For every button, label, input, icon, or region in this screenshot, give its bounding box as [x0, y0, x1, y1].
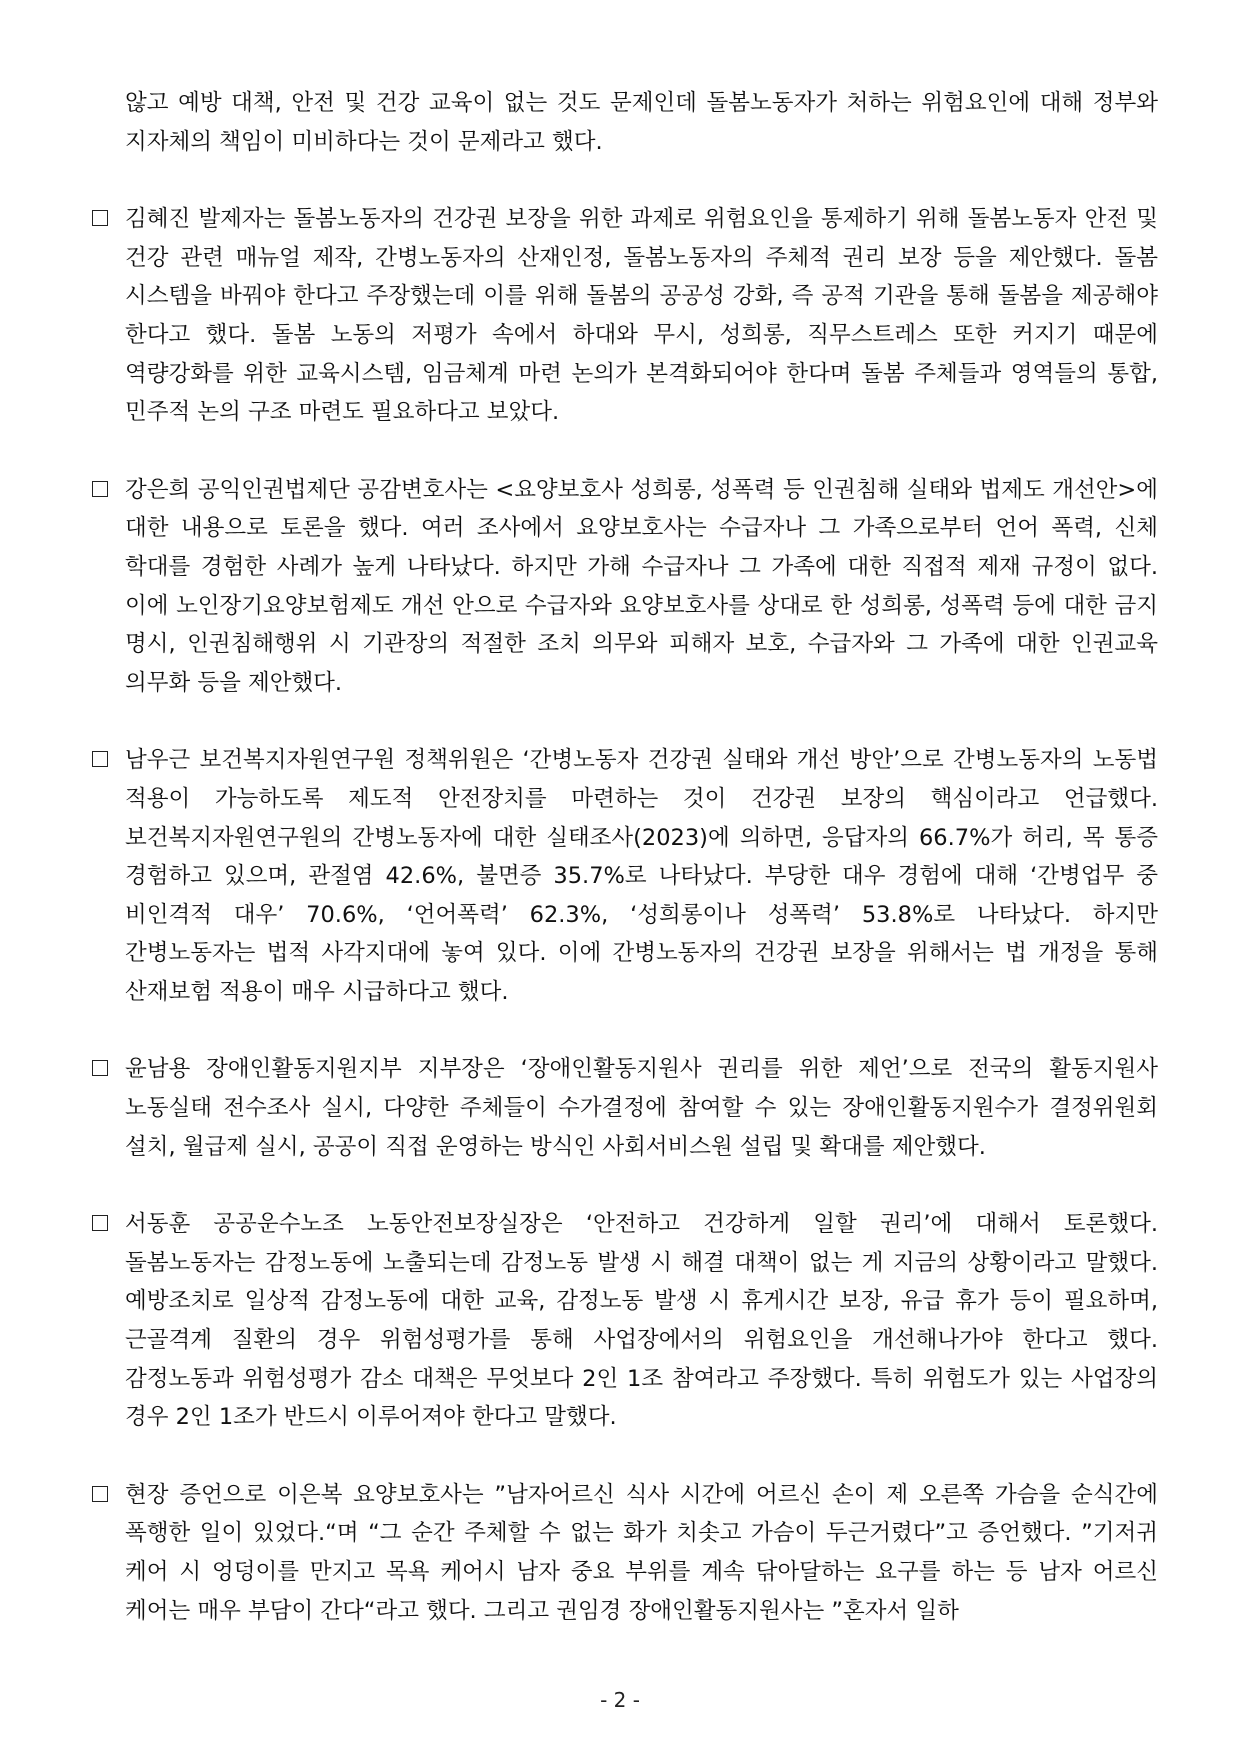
paragraph-nam-wugeun [92, 741, 1158, 1011]
paragraph-field-testimony [92, 1476, 1158, 1630]
paragraph-kim-hyejin [92, 200, 1158, 432]
paragraph-kang-eunhee [92, 471, 1158, 703]
paragraph-text: 강은희 공익인권법제단 공감변호사는 <요양보호사 성희롱, 성폭력 등 인권침해 실태와 법제도 개선안>에 대한 내용으로 토론을 했다. 여러 조사에서 요양보호사는 수급자나 그 가족으로부터 언어 폭력, 신체 학대를 경험한 사례가 높게 나타났다. 하지만 가해 수급자나 그 가족에 대한 직접적 제재 규정이 없다. 이에 노인장기요양보험제도 개선 안으로 수급자와 요양보호사를 상대로 한 성희롱, 성폭력 등에 대한 금지 명시, 인권침해행위 시 기관장의 적절한 조치 의무와 피해자 보호, 수급자와 그 가족에 대한 인권교육 의무화 등을 제안했다. [125, 476, 1158, 696]
checkbox-bullet-icon [92, 1050, 125, 1089]
paragraph-text: 윤남용 장애인활동지원지부 지부장은 ‘장애인활동지원사 권리를 위한 제언’으로 전국의 활동지원사 노동실태 전수조사 실시, 다양한 주체들이 수가결정에 참여할 수 있는 장애인활동지원수가 결정위원회 설치, 월급제 실시, 공공이 직접 운영하는 방식인 사회서비스원 설립 및 확대를 제안했다. [125, 1056, 1158, 1160]
paragraph-text: 않고 예방 대책, 안전 및 건강 교육이 없는 것도 문제인데 돌봄노동자가 처하는 위험요인에 대해 정부와 지자체의 책임이 미비하다는 것이 문제라고 했다. [125, 90, 1158, 155]
checkbox-bullet-icon [92, 1476, 125, 1515]
paragraph-yun-namyong [92, 1050, 1158, 1166]
checkbox-bullet-icon [92, 471, 125, 510]
paragraph-seo-donghun [92, 1205, 1158, 1437]
document-body [92, 84, 1158, 1669]
paragraph-text: 김혜진 발제자는 돌봄노동자의 건강권 보장을 위한 과제로 위험요인을 통제하기 위해 돌봄노동자 안전 및 건강 관련 매뉴얼 제작, 간병노동자의 산재인정, 돌봄노동자의 주체적 권리 보장 등을 제안했다. 돌봄 시스템을 바꿔야 한다고 주장했는데 이를 위해 돌봄의 공공성 강화, 즉 공적 기관을 통해 돌봄을 제공해야 한다고 했다. 돌봄 노동의 저평가 속에서 하대와 무시, 성희롱, 직무스트레스 또한 커지기 때문에 역량강화를 위한 교육시스템, 임금체계 마련 논의가 본격화되어야 한다며 돌봄 주체들과 영역들의 통합, 민주적 논의 구조 마련도 필요하다고 보았다. [125, 206, 1158, 426]
checkbox-bullet-icon [92, 200, 125, 239]
page-number: - 2 - [600, 1688, 640, 1712]
checkbox-bullet-icon [92, 741, 125, 780]
paragraph-text: 서동훈 공공운수노조 노동안전보장실장은 ‘안전하고 건강하게 일할 권리’에 대해서 토론했다. 돌봄노동자는 감정노동에 노출되는데 감정노동 발생 시 해결 대책이 없는 게 지금의 상황이라고 말했다. 예방조치로 일상적 감정노동에 대한 교육, 감정노동 발생 시 휴게시간 보장, 유급 휴가 등이 필요하며, 근골격계 질환의 경우 위험성평가를 통해 사업장에서의 위험요인을 개선해나가야 한다고 했다. 감정노동과 위험성평가 감소 대책은 무엇보다 2인 1조 참여라고 주장했다. 특히 위험도가 있는 사업장의 경우 2인 1조가 반드시 이루어져야 한다고 말했다. [125, 1211, 1158, 1431]
paragraph-text: 남우근 보건복지자원연구원 정책위원은 ‘간병노동자 건강권 실태와 개선 방안’으로 간병노동자의 노동법 적용이 가능하도록 제도적 안전장치를 마련하는 것이 건강권 보장의 핵심이라고 언급했다. 보건복지자원연구원의 간병노동자에 대한 실태조사(2023)에 의하면, 응답자의 66.7%가 허리, 목 통증 경험하고 있으며, 관절염 42.6%, 불면증 35.7%로 나타났다. 부당한 대우 경험에 대해 ‘간병업무 중 비인격적 대우’ 70.6%, ‘언어폭력’ 62.3%, ‘성희롱이나 성폭력’ 53.8%로 나타났다. 하지만 간병노동자는 법적 사각지대에 놓여 있다. 이에 간병노동자의 건강권 보장을 위해서는 법 개정을 통해 산재보험 적용이 매우 시급하다고 했다. [125, 747, 1158, 1005]
paragraph-continuation [92, 84, 1158, 161]
checkbox-bullet-icon [92, 1205, 125, 1244]
paragraph-text: 현장 증언으로 이은복 요양보호사는 ”남자어르신 식사 시간에 어르신 손이 제 오른쪽 가슴을 순식간에 폭행한 일이 있었다.“며 “그 순간 주체할 수 없는 화가 치솟고 가슴이 두근거렸다”고 증언했다. ”기저귀 케어 시 엉덩이를 만지고 목욕 케어시 남자 중요 부위를 계속 닦아달하는 요구를 하는 등 남자 어르신 케어는 매우 부담이 간다“라고 했다. 그리고 권임경 장애인활동지원사는 ”혼자서 일하 [125, 1481, 1158, 1624]
